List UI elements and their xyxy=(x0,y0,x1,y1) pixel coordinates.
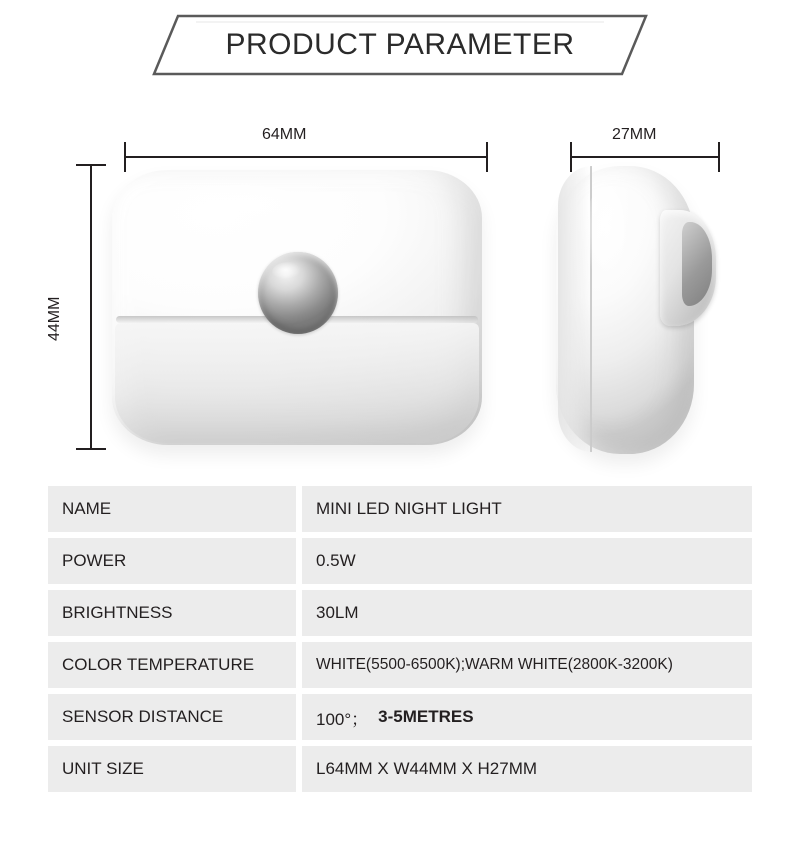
spec-value-unit-size: L64MM X W44MM X H27MM xyxy=(302,746,752,792)
table-row xyxy=(48,642,752,688)
front-height-dim-line xyxy=(90,164,92,450)
spec-label-name: NAME xyxy=(48,486,296,532)
front-lower-diffuser xyxy=(115,323,479,443)
front-view-product xyxy=(112,170,482,445)
spec-label-brightness: BRIGHTNESS xyxy=(48,590,296,636)
spec-label-sensor-distance: SENSOR DISTANCE xyxy=(48,694,296,740)
front-width-dim-line xyxy=(124,156,488,158)
table-row xyxy=(48,746,752,792)
spec-value-name: MINI LED NIGHT LIGHT xyxy=(302,486,752,532)
front-height-dim-tick-top xyxy=(76,164,106,166)
front-height-dim-tick-bottom xyxy=(76,448,106,450)
product-diagram xyxy=(0,96,800,466)
side-depth-dim-line xyxy=(570,156,720,158)
sensor-range-text: 3-5METRES xyxy=(378,707,474,726)
table-row xyxy=(48,486,752,532)
spec-label-unit-size: UNIT SIZE xyxy=(48,746,296,792)
front-width-dim-tick-left xyxy=(124,142,126,172)
page-title: PRODUCT PARAMETER xyxy=(225,28,575,61)
front-highlight xyxy=(152,184,372,238)
front-width-label: 64MM xyxy=(262,126,307,143)
front-height-label: 44MM xyxy=(46,296,63,341)
spec-table xyxy=(48,486,752,798)
table-row xyxy=(48,590,752,636)
spec-value-color-temperature: WHITE(5500-6500K);WARM WHITE(2800K-3200K) xyxy=(302,642,752,688)
table-row xyxy=(48,538,752,584)
spec-label-power: POWER xyxy=(48,538,296,584)
table-row xyxy=(48,694,752,740)
motion-sensor-icon xyxy=(258,252,338,334)
page-header xyxy=(0,14,800,80)
spec-label-color-temperature: COLOR TEMPERATURE xyxy=(48,642,296,688)
front-width-dim-tick-right xyxy=(486,142,488,172)
side-depth-dim-tick-right xyxy=(718,142,720,172)
side-depth-label: 27MM xyxy=(612,126,657,143)
spec-value-power: 0.5W xyxy=(302,538,752,584)
spec-value-brightness: 30LM xyxy=(302,590,752,636)
spec-value-sensor-distance xyxy=(302,694,752,740)
side-view-product xyxy=(556,166,718,456)
sensor-angle-text: 100°； xyxy=(316,709,369,729)
side-highlight xyxy=(580,186,640,306)
